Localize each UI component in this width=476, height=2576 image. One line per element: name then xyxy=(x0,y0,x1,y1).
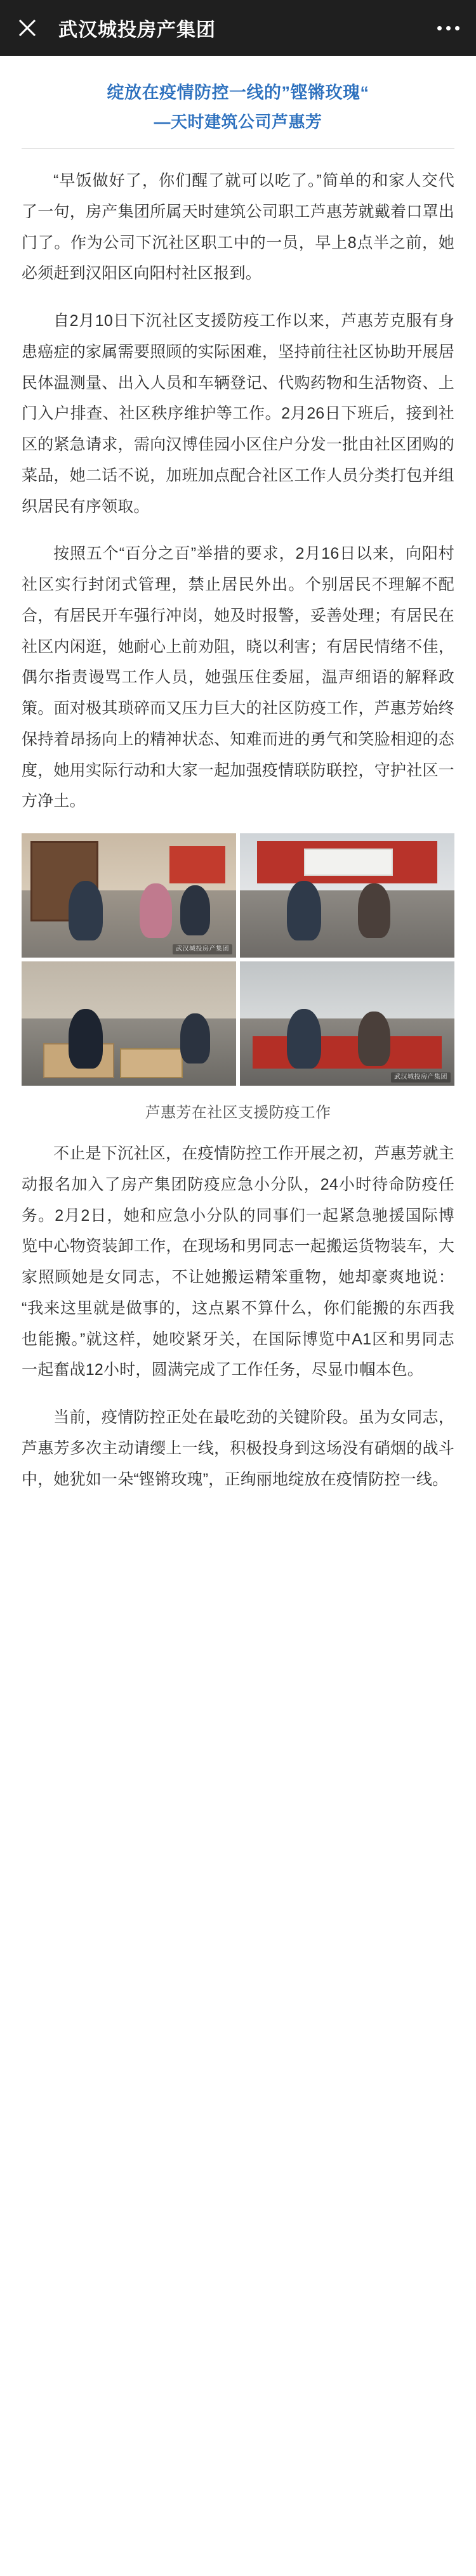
photo-red-tent-registration[interactable] xyxy=(240,833,454,958)
photo-grid xyxy=(22,833,454,1086)
article-subheadline: —天时建筑公司芦惠芳 xyxy=(154,112,322,131)
article-body xyxy=(0,56,476,1549)
photo-loading-supplies[interactable] xyxy=(22,961,236,1086)
photo-person-worker xyxy=(287,881,321,940)
header-divider xyxy=(22,148,454,149)
more-options-icon[interactable] xyxy=(431,26,459,30)
photo-person-worker xyxy=(69,881,103,940)
photo-caption: 芦惠芳在社区支援防疫工作 xyxy=(145,1104,331,1122)
photo-person-bystander xyxy=(180,885,210,935)
photo-person-seated xyxy=(358,883,390,938)
paragraph-4: 不止是下沉社区，在疫情防控工作开展之初，芦惠芳就主动报名加入了房产集团防疫应急小分队，24小时待命防疫任务。2月2日，她和应急小分队的同事们一起紧急驰援国际博览中心物资装卸工作，在现场和男同志一起搬运货物装车，大家照顾她是女同志，不让她搬运精笨重物，她却豪爽地说：“我来这里就是做事的，这点累不算什么，你们能搬的东西我也能搬。”就这样，她咬紧牙关，在国际博览中A1区和男同志一起奮战12小时，圆满完成了工作任务，尽显巾帼本色。 xyxy=(22,1145,454,1379)
photo-collage xyxy=(22,833,454,1122)
app-header xyxy=(0,0,476,56)
photo-person-helper xyxy=(180,1013,210,1063)
page-title: 武汉城投房产集团 xyxy=(58,20,216,41)
photo-red-table-banner xyxy=(253,1036,441,1069)
photo-carton-two xyxy=(120,1048,183,1078)
photo-person-visitor xyxy=(358,1012,390,1066)
photo-community-service-desk[interactable] xyxy=(240,961,454,1086)
photo-background-upper xyxy=(240,961,454,1018)
article-headline: 绽放在疫情防控一线的”铿锵玫瑰“ xyxy=(107,83,369,102)
photo-watermark: 武汉城投房产集团 xyxy=(391,1072,451,1083)
paragraph-2: 自2月10日下沉社区支援防疫工作以来，芦惠芳克服有身患癌症的家属需要照顾的实际困难，坚持前往社区协助开展居民体温测量、出入人员和车辆登记、代购药物和生活物资、上门入户排查、社区秩序维护等工作。2月26日下班后，接到社区的紧急请求，需向汉博佳园小区住户分发一批由社区团购的菜品，她二话不说，加班加点配合社区工作人员分类打包并组织居民有序领取。 xyxy=(22,312,454,516)
photo-red-banner xyxy=(169,846,225,883)
photo-white-sign xyxy=(304,849,392,876)
photo-person-bending xyxy=(69,1009,103,1069)
photo-person-staff xyxy=(287,1009,321,1069)
photo-person-resident xyxy=(140,883,172,938)
close-icon[interactable] xyxy=(17,17,38,39)
photo-watermark: 武汉城投房产集团 xyxy=(173,944,232,954)
photo-background-lower xyxy=(240,890,454,958)
paragraph-5: 当前，疫情防控正处在最吃劲的关键阶段。虽为女同志，芦惠芳多次主动请缨上一线，积极投身到这场没有硝烟的战斗中，她犹如一朵“铿锵玫瑰”，正绚丽地绽放在疫情防控一线。 xyxy=(22,1408,454,1488)
photo-gate-temperature-check[interactable] xyxy=(22,833,236,958)
paragraph-3: 按照五个“百分之百”举措的要求，2月16日以来，向阳村社区实行封闭式管理，禁止居民外出。个别居民不理解不配合，有居民开车强行冲岗，她及时报警，妥善处理；有居民在社区内闲逛，她耐心上前劝阻，晓以利害；有居民情绪不佳，偶尔指责谩骂工作人员，她强压住委屈，温声细语的解释政策。面对极其琐碎而又压力巨大的社区防疫工作，芦惠芳始终保持着昂扬向上的精神状态、知难而进的勇气和笑脸相迎的态度，她用实际行动和大家一起加强疫情联防联控，守护社区一方净土。 xyxy=(22,545,454,810)
paragraph-1: “早饭做好了，你们醒了就可以吃了。”简单的和家人交代了一句，房产集团所属天时建筑公司职工芦惠芳就戴着口罩出门了。作为公司下沉社区职工中的一员，早上8点半之前，她必须赶到汉阳区向阳村社区报到。 xyxy=(22,172,454,283)
photo-background-upper xyxy=(22,961,236,1018)
